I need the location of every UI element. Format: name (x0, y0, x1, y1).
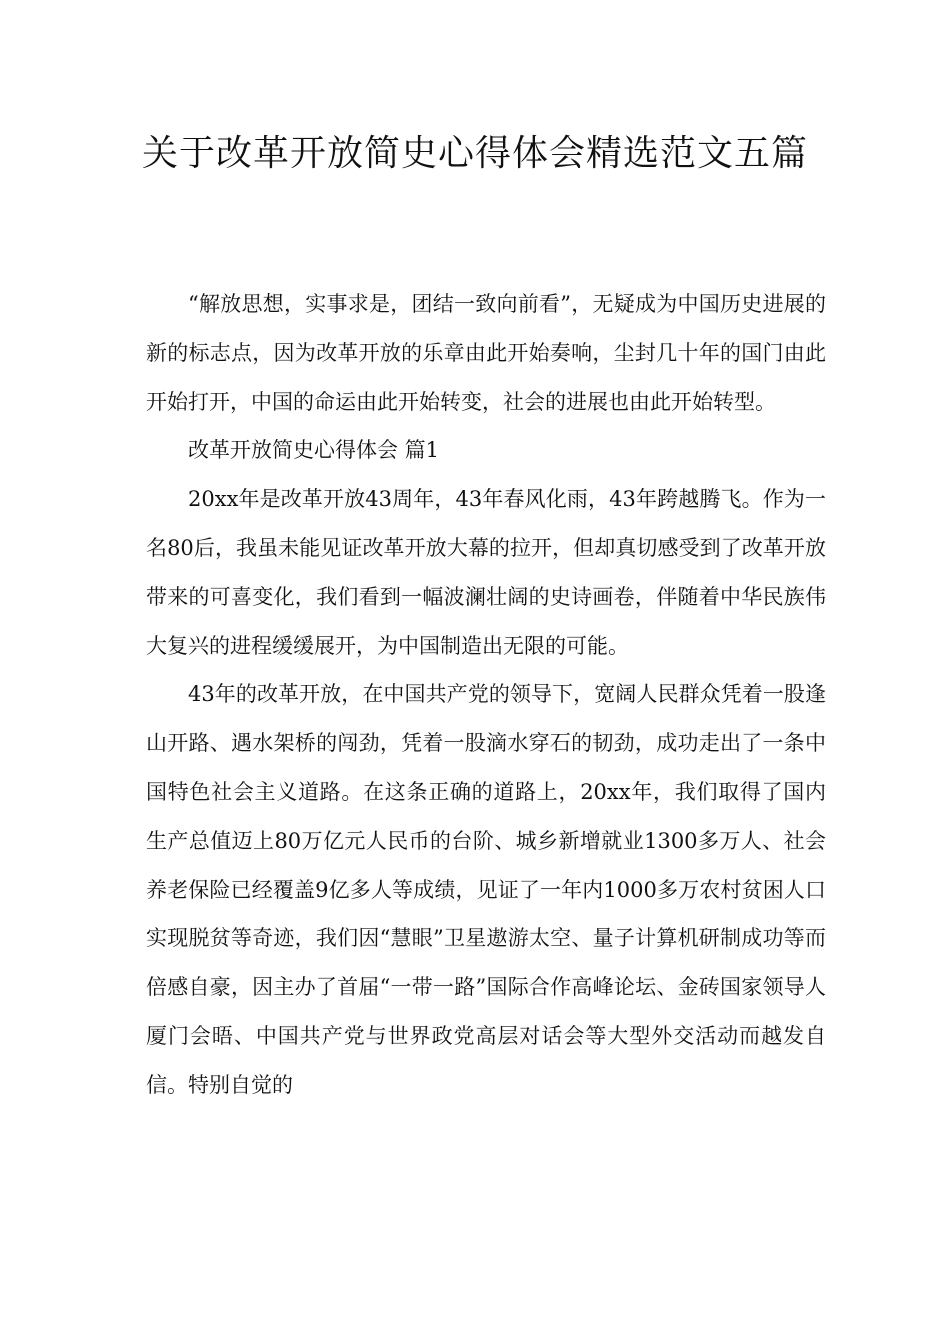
section-heading: 改革开放简史心得体会 篇1 (188, 438, 440, 463)
body-paragraph: 43年的改革开放，在中国共产党的领导下，宽阔人民群众凭着一股逢山开路、遇水架桥的闯劲，凭着一股滴水穿石的韧劲，成功走出了一条中国特色社会主义道路。在这条正确的道路上，20xx年，我们取得了国内生产总值迈上80万亿元人民币的台阶、城乡新增就业1300多万人、社会养老保险已经覆盖9亿多人等成绩，见证了一年内1000多万农村贫困人口实现脱贫等奇迹，我们因“慧眼”卫星遨游太空、量子计算机研制成功等而倍感自豪，因主办了首届“一带一路”国际合作高峰论坛、金砖国家领导人厦门会晤、中国共产党与世界政党高层对话会等大型外交活动而越发自信。特别自觉的 (146, 682, 826, 1097)
intro-paragraph: “解放思想，实事求是，团结一致向前看”，无疑成为中国历史进展的新的标志点，因为改革开放的乐章由此开始奏响，尘封几十年的国门由此开始打开，中国的命运由此开始转变，社会的进展也由此开始转型。 (146, 292, 826, 414)
document-body (146, 280, 826, 1110)
document-title: 关于改革开放简史心得体会精选范文五篇 (141, 133, 808, 174)
body-paragraph: 20xx年是改革开放43周年，43年春风化雨，43年跨越腾飞。作为一名80后，我虽未能见证改革开放大幕的拉开，但却真切感受到了改革开放带来的可喜变化，我们看到一幅波澜壮阔的史诗画卷，伴随着中华民族伟大复兴的进程缓缓展开，为中国制造出无限的可能。 (146, 487, 826, 658)
